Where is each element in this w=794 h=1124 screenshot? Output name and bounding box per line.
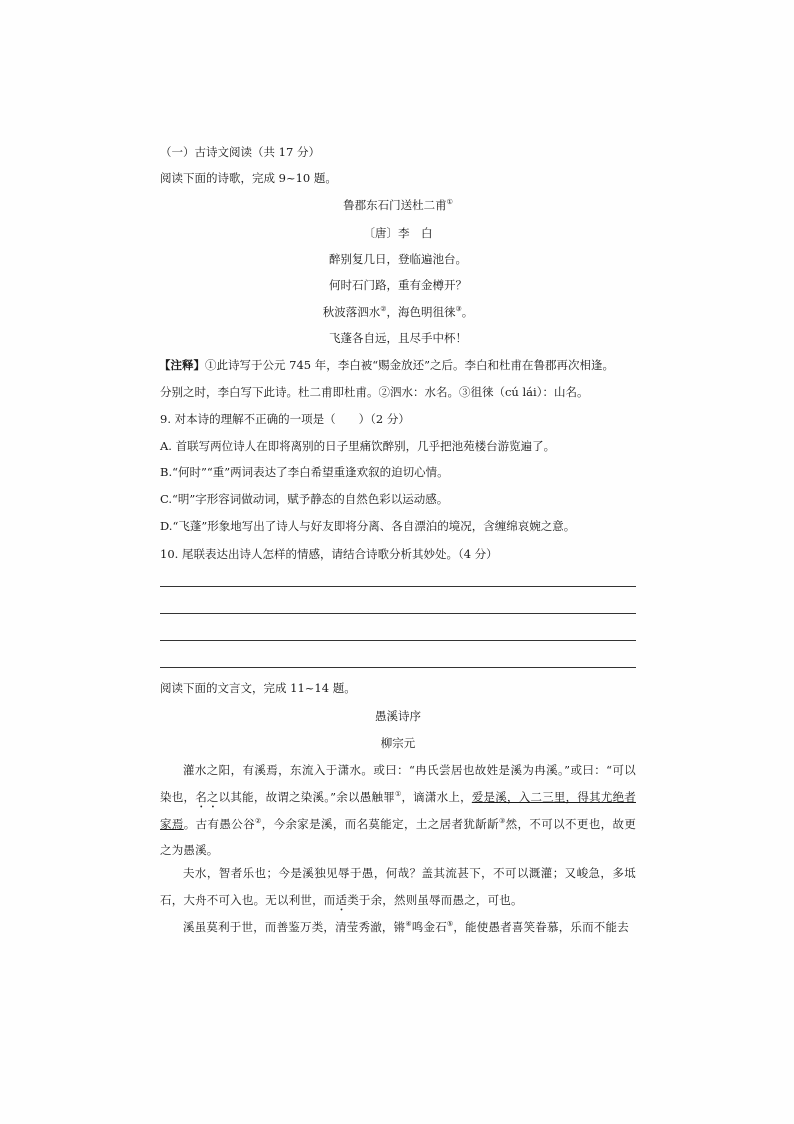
- answer-line[interactable]: [160, 613, 636, 614]
- footnote-marker: ②: [254, 816, 262, 825]
- footnote-marker: ⑤: [446, 920, 454, 929]
- annotation-line: 【注释】①此诗写于公元 745 年，李白被“赐金放还”之后。李白和杜甫在鲁郡再次相逢。: [159, 358, 615, 372]
- question-9-stem: 9. 对本诗的理解不正确的一项是（ ）（2 分）: [160, 412, 410, 426]
- section-heading: （一）古诗文阅读（共 17 分）: [160, 145, 320, 159]
- underlined-sentence: 爱是溪，入二三里，得其尤绝者家焉: [160, 789, 636, 831]
- poem-line: 何时石门路，重有金樽开？: [329, 278, 467, 292]
- prose-title: 愚溪诗序: [375, 709, 421, 723]
- poem-instruction: 阅读下面的诗歌，完成 9~10 题。: [160, 171, 337, 185]
- prose-paragraph-1: 灌水之阳，有溪焉，东流入于潇水。或曰：“冉氏尝居也故姓是溪为冉溪。”或曰：“可以染也，名之以其能，故谓之染溪。”余以愚触罪①，谪潇水上，爱是溪，入二三里，得其尤绝者家焉。古有愚公谷②，今余家是溪，而名莫能定，土之居者犹龂龂③然，不可以不更也，故更之为愚溪。: [160, 763, 637, 857]
- question-10-stem: 10. 尾联表达出诗人怎样的情感，请结合诗歌分析其妙处。（4 分）: [160, 547, 498, 561]
- annotation-line: 分别之时，李白写下此诗。杜二甫即杜甫。②泗水：水名。③徂徕（cú lái）：山名。: [160, 385, 589, 399]
- poem-line: 秋波落泗水②，海色明徂徕③。: [322, 305, 474, 319]
- poem-line: 醉别复几日，登临遍池台。: [329, 252, 467, 266]
- question-9-option-d: D.“飞蓬”形象地写出了诗人与好友即将分离、各自漂泊的境况，含缠绵哀婉之意。: [160, 519, 576, 533]
- emphasis-mark: 之: [206, 789, 219, 804]
- question-9-option-b: B.“何时”“重”两词表达了李白希望重逢欢叙的迫切心情。: [160, 465, 449, 479]
- answer-line[interactable]: [160, 667, 636, 668]
- poem-line: 飞蓬各自远，且尽手中杯！: [329, 331, 467, 345]
- footnote-marker: ①: [394, 789, 402, 798]
- question-9-option-c: C.“明”字形容词做动词，赋予静态的自然色彩以运动感。: [160, 492, 449, 506]
- emphasis-mark: 名: [195, 789, 207, 804]
- question-9-option-a: A. 首联写两位诗人在即将离别的日子里痛饮醉别，几乎把池苑楼台游览遍了。: [160, 439, 556, 453]
- prose-paragraph-2: 夫水，智者乐也；今是溪独见辱于愚，何哉？盖其流甚下，不可以溉灌；又峻急，多坻石，大舟不可入也。无以利世，而适类于余，然则虽辱而愚之，可也。: [160, 866, 636, 907]
- annotation-label: 【注释】: [159, 358, 205, 372]
- footnote-marker: ①: [446, 198, 453, 207]
- footnote-marker: ④: [405, 920, 412, 929]
- prose-author: 柳宗元: [380, 736, 416, 750]
- poem-author: 〔唐〕李 白: [363, 226, 433, 240]
- prose-instruction: 阅读下面的文言文，完成 11~14 题。: [160, 681, 356, 695]
- footnote-marker: ③: [498, 816, 506, 825]
- prose-paragraph-3: 溪虽莫利于世，而善鉴万类，清莹秀澈，锵④鸣金石⑤，能使愚者喜笑眷慕，乐而不能去: [183, 920, 629, 934]
- footnote-marker: ③: [455, 305, 462, 314]
- answer-line[interactable]: [160, 640, 636, 641]
- emphasis-mark: 适: [335, 892, 348, 907]
- footnote-marker: ②: [380, 305, 387, 314]
- answer-line[interactable]: [160, 586, 636, 587]
- poem-title: 鲁郡东石门送杜二甫①: [343, 198, 453, 212]
